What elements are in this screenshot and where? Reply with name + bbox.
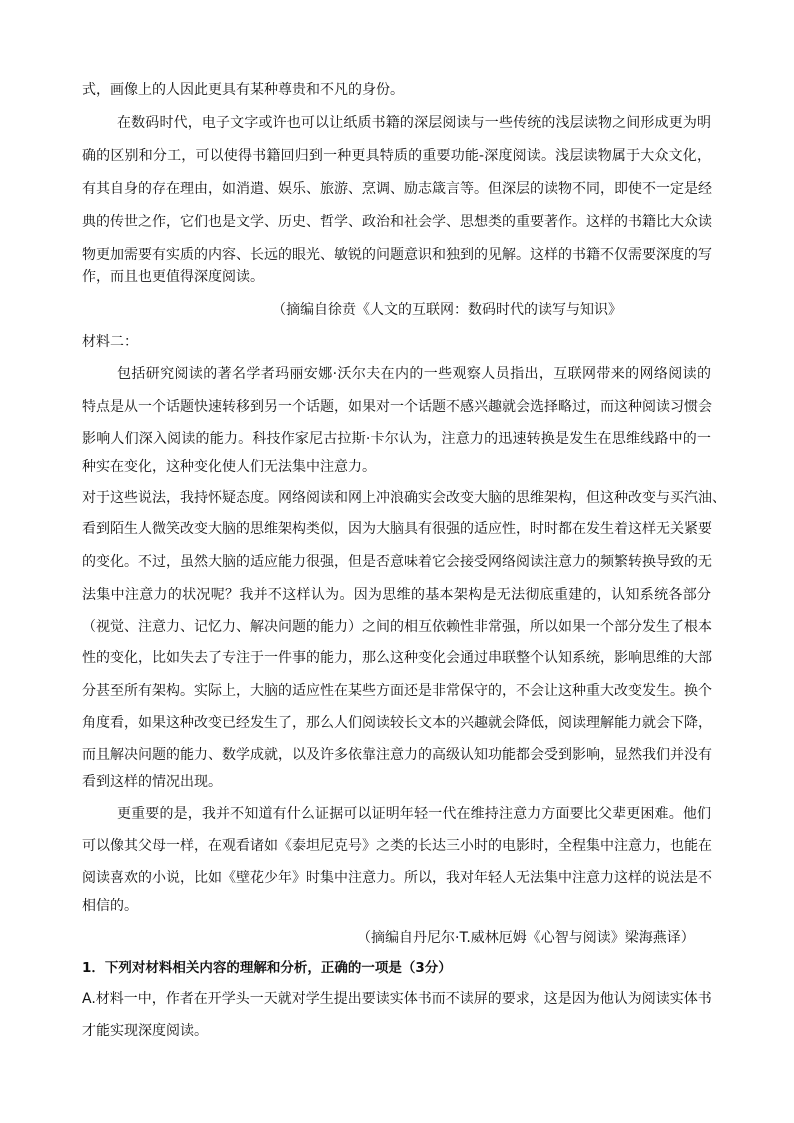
paragraph-line: 而且解决问题的能力、数学成就，以及许多依靠注意力的高级认知功能都会受到影响，显然我们并没有 (82, 747, 712, 763)
answer-option-a: 才能实现深度阅读。 (82, 1023, 208, 1039)
question-stem: 1．下列对材料相关内容的理解和分析，正确的一项是（3分） (82, 960, 452, 976)
paragraph-line: 法集中注意力的状况呢？我并不这样认为。因为思维的基本架构是无法彻底重建的，认知系统各部分 (82, 587, 711, 603)
paragraph-line: 典的传世之作，它们也是文学、历史、哲学、政治和社会学、思想类的重要著作。这样的书籍比大众读 (82, 214, 712, 230)
paragraph-line: 有其自身的存在理由，如消遣、娱乐、旅游、烹调、励志箴言等。但深层的读物不同，即使不一定是经 (82, 181, 712, 197)
paragraph-line: 在数码时代，电子文字或许也可以让纸质书籍的深层阅读与一些传统的浅层读物之间形成更为明 (117, 115, 711, 131)
paragraph-line: 看到这样的情况出现。 (82, 774, 222, 790)
source-citation: （摘编自丹尼尔·T.威林厄姆《心智与阅读》梁海燕译） (357, 930, 695, 946)
paragraph-line: 包括研究阅读的著名学者玛丽安娜·沃尔夫在内的一些观察人员指出，互联网带来的网络阅读的 (117, 366, 711, 382)
paragraph-line: 角度看，如果这种改变已经发生了，那么人们阅读较长文本的兴趣就会降低，阅读理解能力就会下降， (82, 715, 712, 731)
paragraph-line: 式，画像上的人因此更具有某种尊贵和不凡的身份。 (82, 82, 404, 98)
paragraph-line: 种实在变化，这种变化使人们无法集中注意力。 (82, 459, 376, 475)
paragraph-line: 特点是从一个话题快速转移到另一个话题，如果对一个话题不感兴趣就会选择略过，而这种阅读习惯会 (82, 399, 712, 415)
paragraph-line: 更重要的是，我并不知道有什么证据可以证明年轻一代在维持注意力方面要比父辈更困难。他们 (117, 806, 711, 822)
paragraph-line: 性的变化，比如失去了专注于一件事的能力，那么这种变化会通过串联整个认知系统，影响思维的大部 (82, 650, 712, 666)
section-heading: 材料二： (82, 334, 138, 350)
answer-option-a: A.材料一中，作者在开学头一天就对学生提出要读实体书而不读屏的要求，这是因为他认为阅读实体书 (82, 991, 712, 1007)
paragraph-line: 作，而且也更值得深度阅读。 (82, 269, 264, 285)
paragraph-line: 可以像其父母一样，在观看诸如《泰坦尼克号》之类的长达三小时的电影时，全程集中注意力，也能在 (82, 838, 712, 854)
paragraph-line: 确的区别和分工，可以使得书籍回归到一种更具特质的重要功能-深度阅读。浅层读物属于大众文化， (82, 148, 711, 164)
paragraph-line: 阅读喜欢的小说，比如《壁花少年》时集中注意力。所以，我对年轻人无法集中注意力这样的说法是不 (82, 870, 712, 886)
source-citation: （摘编自徐贲《人文的互联网：数码时代的读写与知识》 (272, 302, 622, 318)
paragraph-line: 物更加需要有实质的内容、长远的眼光、敏锐的问题意识和独到的见解。这样的书籍不仅需要深度的写 (82, 247, 712, 263)
paragraph-line: 的变化。不过，虽然大脑的适应能力很强，但是否意味着它会接受网络阅读注意力的频繁转换导致的无 (82, 554, 712, 570)
paragraph-line: 对于这些说法，我持怀疑态度。网络阅读和网上冲浪确实会改变大脑的思维架构，但这种改变与买汽油、 (82, 490, 726, 506)
paragraph-line: 相信的。 (82, 898, 138, 914)
paragraph-line: 影响人们深入阅读的能力。科技作家尼古拉斯·卡尔认为，注意力的迅速转换是发生在思维线路中的一 (82, 431, 711, 447)
paragraph-line: 分甚至所有架构。实际上，大脑的适应性在某些方面还是非常保守的，不会让这种重大改变发生。换个 (82, 683, 712, 699)
paragraph-line: 看到陌生人微笑改变大脑的思维架构类似，因为大脑具有很强的适应性，时时都在发生着这样无关紧要 (82, 521, 712, 537)
paragraph-line: （视觉、注意力、记忆力、解决问题的能力）之间的相互依赖性非常强，所以如果一个部分发生了根本 (82, 619, 712, 635)
